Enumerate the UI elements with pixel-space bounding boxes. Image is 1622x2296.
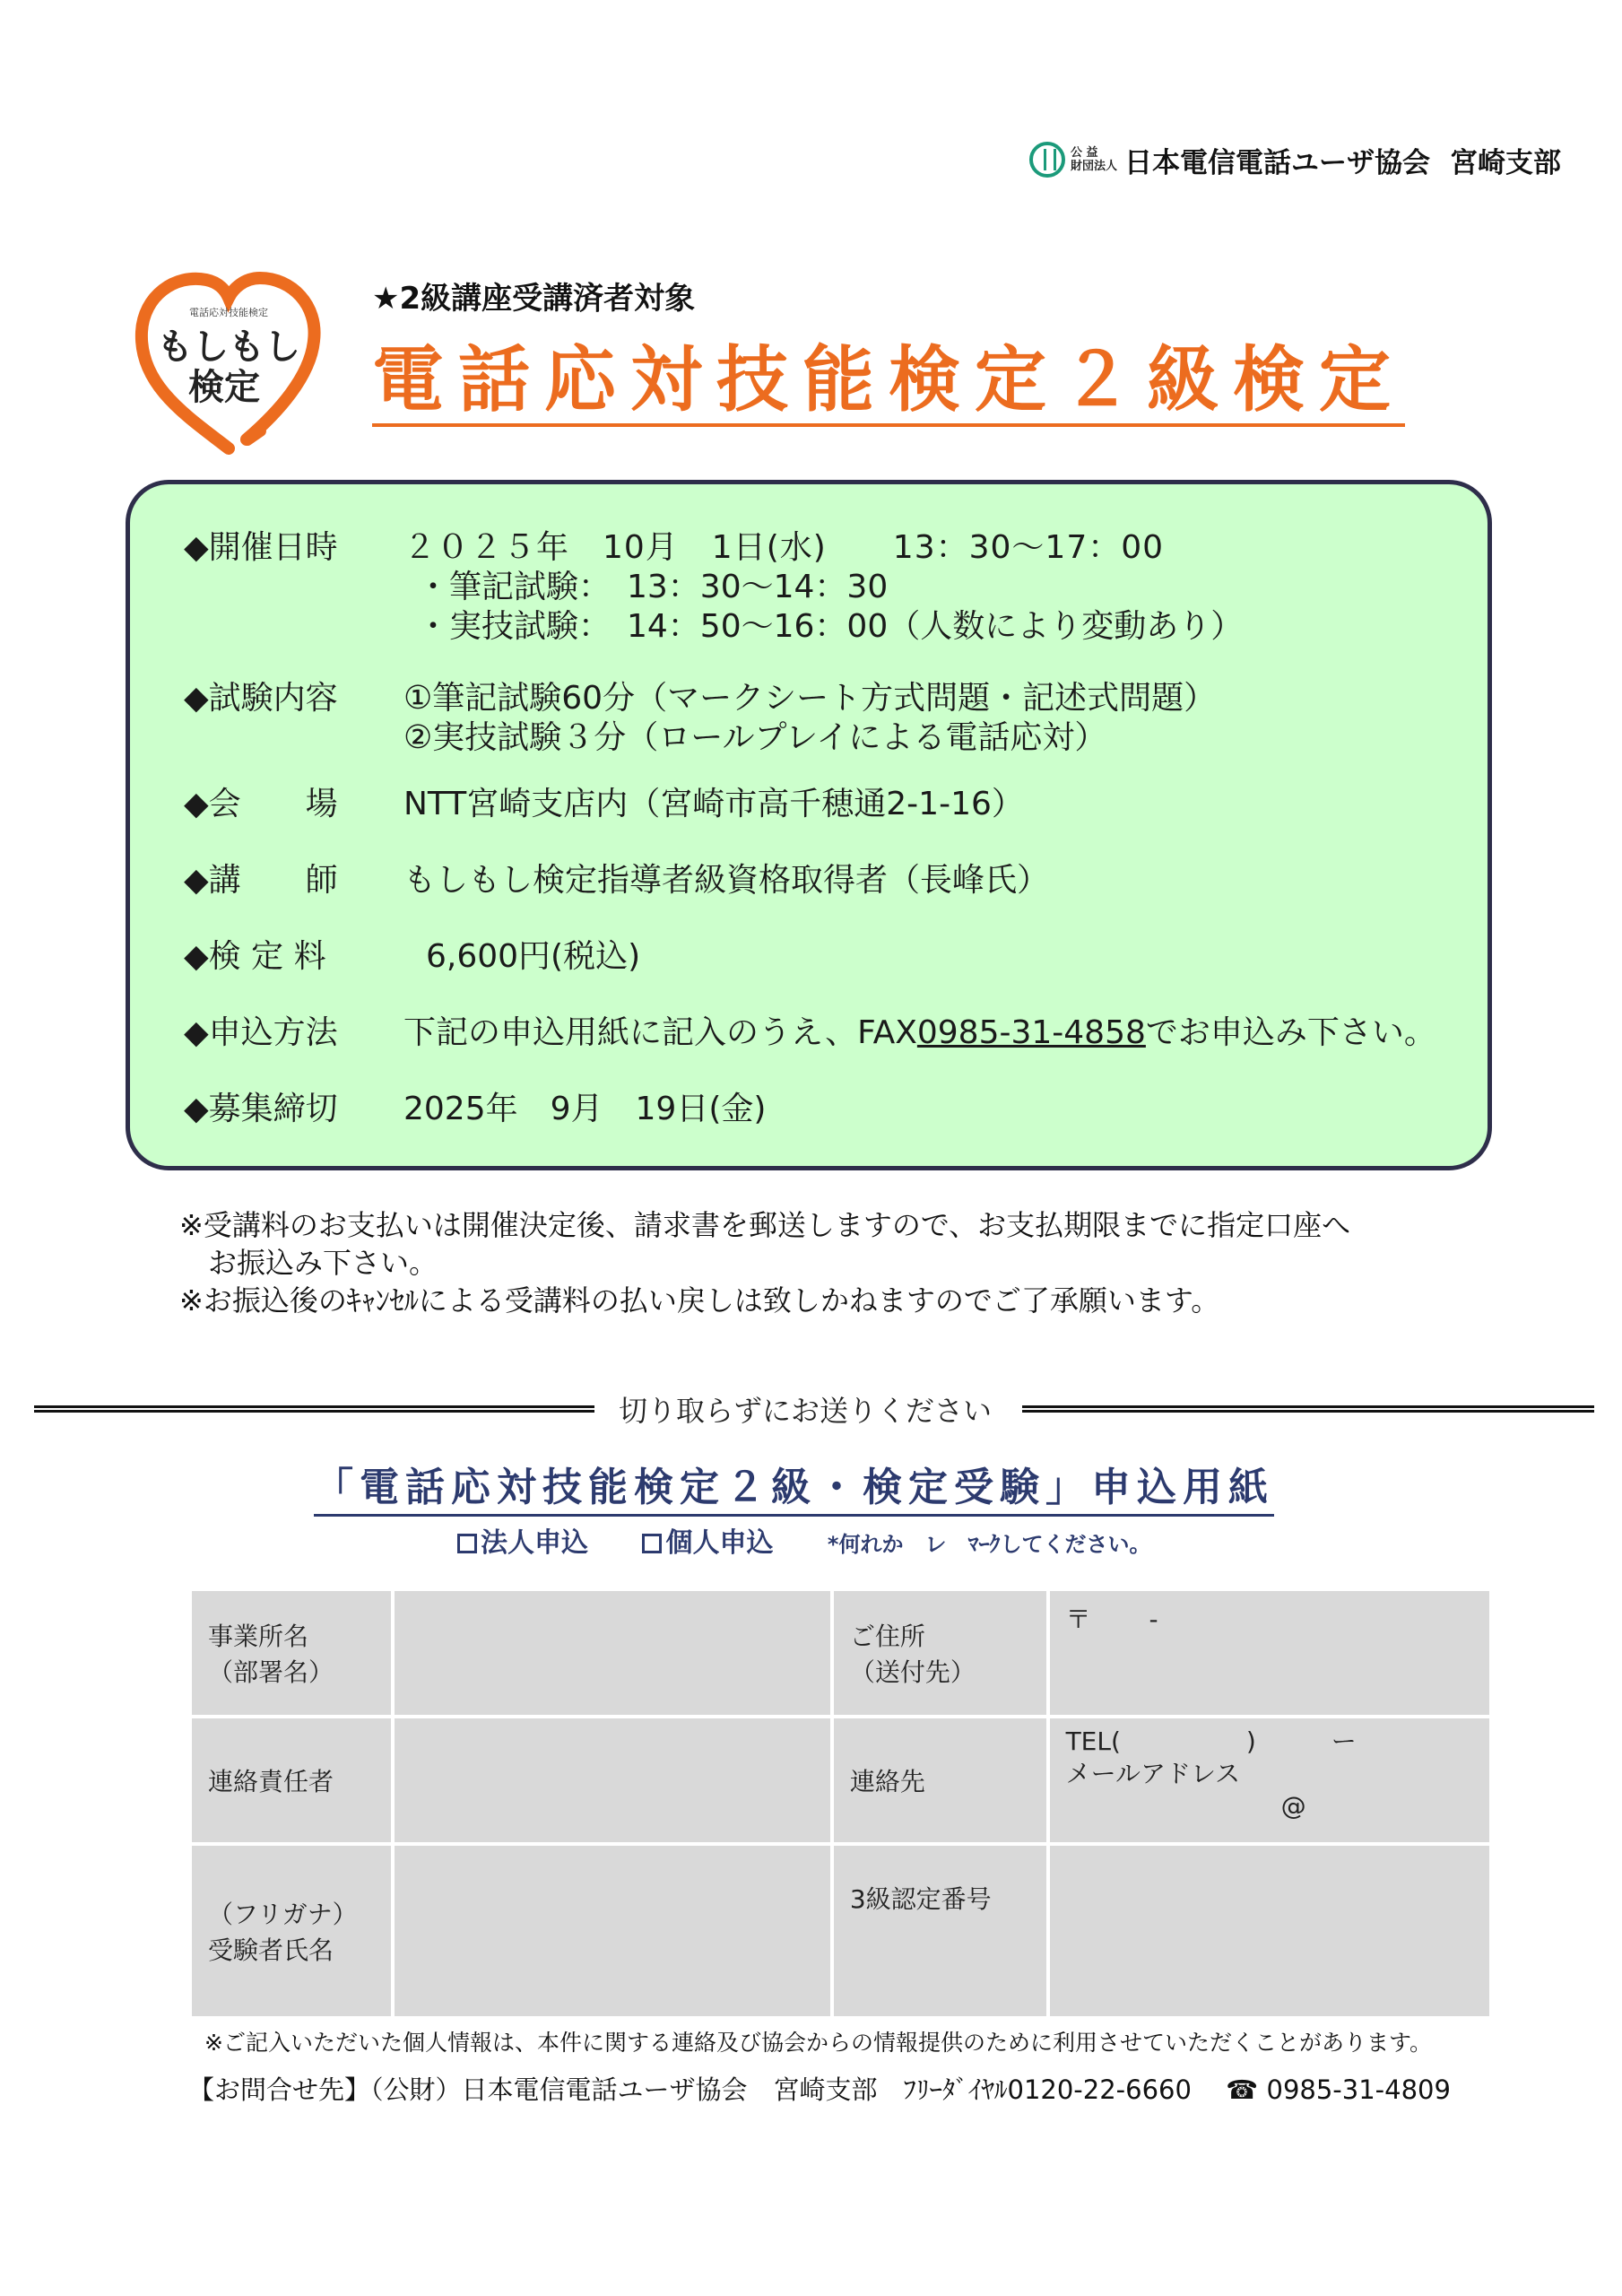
application-type: 法人申込 個人申込 *何れか レ ﾏｰｸしてください。 [457, 1520, 1150, 1560]
label-datetime: ◆開催日時 [184, 529, 338, 566]
svg-text:電話応対技能検定: 電話応対技能検定 [189, 307, 268, 318]
page-title: 電話応対技能検定２級検定 [372, 339, 1405, 427]
cut-line-right [1022, 1405, 1594, 1413]
payment-notes: ※受講料のお支払いは開催決定後、請求書を郵送しますので、お支払期限までに指定口座へ お振込み下さい。 ※お振込後のｷｬﾝｾﾙによる受講料の払い戻しは致しかねますのでご了承願います。 [179, 1208, 1351, 1318]
value-written-exam: ・筆記試験： 13：30～14：30 [417, 569, 889, 605]
label-lecturer: ◆講 師 [184, 862, 338, 899]
value-apply: 下記の申込用紙に記入のうえ、FAX0985-31-4858でお申込み下さい。 [403, 1014, 1436, 1051]
svg-text:検定: 検定 [188, 367, 260, 408]
label-address: ご住所 （送付先） [834, 1591, 1046, 1715]
label-content: ◆試験内容 [184, 680, 338, 717]
office-field[interactable] [395, 1591, 830, 1715]
contact-info: 【お問合せ先】（公財）日本電信電話ユーザ協会 宮崎支部 ﾌﾘｰﾀﾞｲﾔﾙ0120-22-6660 ☎ 0985-31-4809 [188, 2074, 1451, 2105]
label-person: 連絡責任者 [192, 1718, 391, 1842]
corp-checkbox[interactable] [457, 1534, 477, 1553]
value-content-2: ②実技試験３分（ロールプレイによる電話応対） [403, 719, 1107, 756]
value-lecturer: もしもし検定指導者級資格取得者（長峰氏） [403, 862, 1050, 899]
individual-checkbox[interactable] [642, 1534, 662, 1553]
details-box [126, 480, 1492, 1170]
target-audience: ★2級講座受講済者対象 [372, 281, 696, 317]
label-cert-number: 3級認定番号 [834, 1846, 1046, 2016]
cut-line-text: 切り取らずにお送りください [619, 1394, 993, 1428]
contact-field[interactable]: TEL( ) ー メールアドレス @ [1050, 1718, 1489, 1842]
value-deadline: 2025年 9月 19日(金) [403, 1091, 767, 1127]
value-content-1: ①筆記試験60分（マークシート方式問題・記述式問題） [403, 680, 1217, 717]
moshimoshi-logo [134, 269, 323, 462]
fax-number[interactable]: 0985-31-4858 [916, 1014, 1146, 1051]
application-form [188, 1587, 1493, 2020]
label-fee: ◆検 定 料 [184, 938, 326, 975]
label-venue: ◆会 場 [184, 786, 338, 822]
address-field[interactable]: 〒 - [1050, 1591, 1489, 1715]
cut-line-left [34, 1405, 594, 1413]
org-type: 公 益 財団法人 [1071, 146, 1118, 173]
org-name: 日本電信電話ユーザ協会 [1124, 146, 1431, 179]
value-datetime: ２０２５年 10月 1日(水) 13：30～17：00 [403, 529, 1165, 566]
person-field[interactable] [395, 1718, 830, 1842]
cert-number-field[interactable] [1050, 1846, 1489, 2016]
label-examinee: （フリガナ） 受験者氏名 [192, 1846, 391, 2016]
label-apply: ◆申込方法 [184, 1014, 338, 1051]
form-title: 「電話応対技能検定２級・検定受験」申込用紙 [314, 1462, 1274, 1517]
label-deadline: ◆募集締切 [184, 1091, 338, 1127]
value-fee: 6,600円(税込) [426, 938, 641, 975]
examinee-field[interactable] [395, 1846, 830, 2016]
org-header [1029, 136, 1561, 183]
privacy-note: ※ご記入いただいた個人情報は、本件に関する連絡及び協会からの情報提供のために利用させていただくことがあります。 [204, 2030, 1432, 2056]
label-contact: 連絡先 [834, 1718, 1046, 1842]
org-branch: 宮崎支部 [1450, 146, 1562, 179]
value-venue: NTT宮崎支店内（宮崎市高千穂通2-1-16） [403, 786, 1024, 822]
label-office: 事業所名 （部署名） [192, 1591, 391, 1715]
value-practical-exam: ・実技試験： 14：50～16：00（人数により変動あり） [417, 608, 1244, 645]
svg-text:もしもし: もしもし [157, 326, 300, 368]
org-logo-icon [1029, 142, 1065, 178]
